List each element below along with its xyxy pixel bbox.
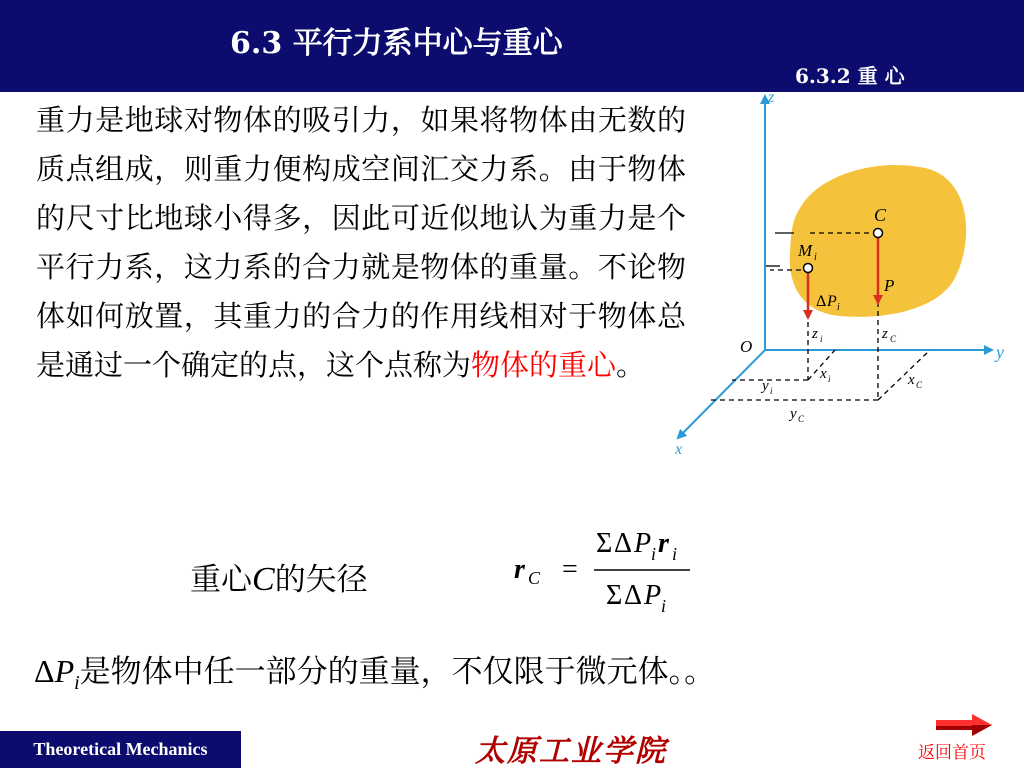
label-yi-sub: i: [770, 386, 773, 396]
label-dPi-P: P: [827, 293, 837, 310]
label-Mi: M: [798, 241, 813, 260]
formula-svg: [510, 520, 710, 620]
formula-num-ri: i: [672, 544, 678, 564]
course-label: Theoretical Mechanics: [0, 731, 241, 768]
vector-label: [190, 554, 368, 599]
point-Mi: [804, 264, 813, 273]
vector-label-suffix: 的矢径: [274, 562, 368, 598]
header-bar: [0, 0, 1024, 92]
formula-num-r: r: [658, 528, 669, 559]
label-zi-sub: i: [820, 334, 823, 344]
note-P: P: [54, 653, 75, 689]
label-x-axis: x: [675, 441, 683, 458]
body-paragraph: [36, 96, 686, 390]
note-delta: Δ: [34, 653, 55, 689]
label-xc: x: [908, 372, 915, 388]
formula-lhs-sub: C: [528, 568, 541, 588]
label-xi-sub: i: [828, 374, 831, 384]
weight-note: [34, 646, 715, 695]
formula-num-P: P: [634, 528, 652, 559]
label-C: C: [874, 205, 887, 225]
label-dPi-delta: Δ: [816, 293, 827, 310]
label-y-axis: y: [996, 342, 1004, 362]
label-xi: x: [820, 366, 827, 382]
label-origin: O: [740, 337, 753, 356]
center-of-gravity-diagram: [670, 88, 1020, 462]
label-zc: z: [882, 326, 888, 342]
formula-den-i: i: [661, 596, 667, 616]
label-zi: z: [812, 326, 818, 342]
formula-num-delta: Δ: [614, 528, 633, 559]
vector-label-symbol: C: [252, 561, 275, 598]
college-logo-text: 太原工业学院: [475, 734, 667, 769]
formula-num-i: i: [651, 544, 657, 564]
next-arrow-icon[interactable]: [936, 714, 992, 740]
centroid-formula: [510, 520, 710, 620]
label-yc-sub: C: [798, 414, 805, 424]
label-yi: y: [762, 378, 769, 394]
note-text: 是物体中任一部分的重量，不仅限于微元体。。: [79, 654, 716, 690]
college-logo: [475, 726, 667, 770]
formula-den-sigma: Σ: [606, 580, 623, 611]
label-xc-sub: C: [916, 380, 923, 390]
back-home-link[interactable]: 返回首页: [918, 743, 986, 763]
label-P: P: [884, 276, 895, 295]
label-z-axis: z: [768, 89, 775, 106]
diagram-svg: [670, 88, 1020, 458]
paragraph-end: 。: [616, 348, 646, 382]
point-C: [874, 229, 883, 238]
formula-lhs-r: r: [514, 554, 525, 585]
paragraph-text: 重力是地球对物体的吸引力，如果将物体由无数的质点组成，则重力便构成空间汇交力系。由于物体的尺寸比地球小得多，因此可近似地认为重力是个平行力系，这力系的合力就是物体的重量。不论物体如何放置，其重力的合力的作用线相对于物体总是通过一个确定的点，这个点称为: [36, 103, 686, 382]
formula-equals: =: [562, 554, 578, 585]
section-subtitle: 6.3.2 重 心: [795, 64, 905, 88]
formula-den-P: P: [644, 580, 662, 611]
highlight-term: 物体的重心: [471, 348, 617, 382]
label-zc-sub: C: [890, 334, 897, 344]
page-title: 6.3 平行力系中心与重心: [230, 26, 563, 61]
vector-label-prefix: 重心: [190, 562, 252, 598]
arrow-icon-svg: [936, 714, 992, 736]
label-yc: y: [790, 406, 797, 422]
label-dPi-sub: i: [837, 302, 840, 313]
formula-den-delta: Δ: [624, 580, 643, 611]
label-Mi-sub: i: [814, 252, 817, 263]
x-axis: [678, 350, 765, 438]
note-i: i: [74, 672, 80, 695]
formula-num-sigma: Σ: [596, 528, 613, 559]
